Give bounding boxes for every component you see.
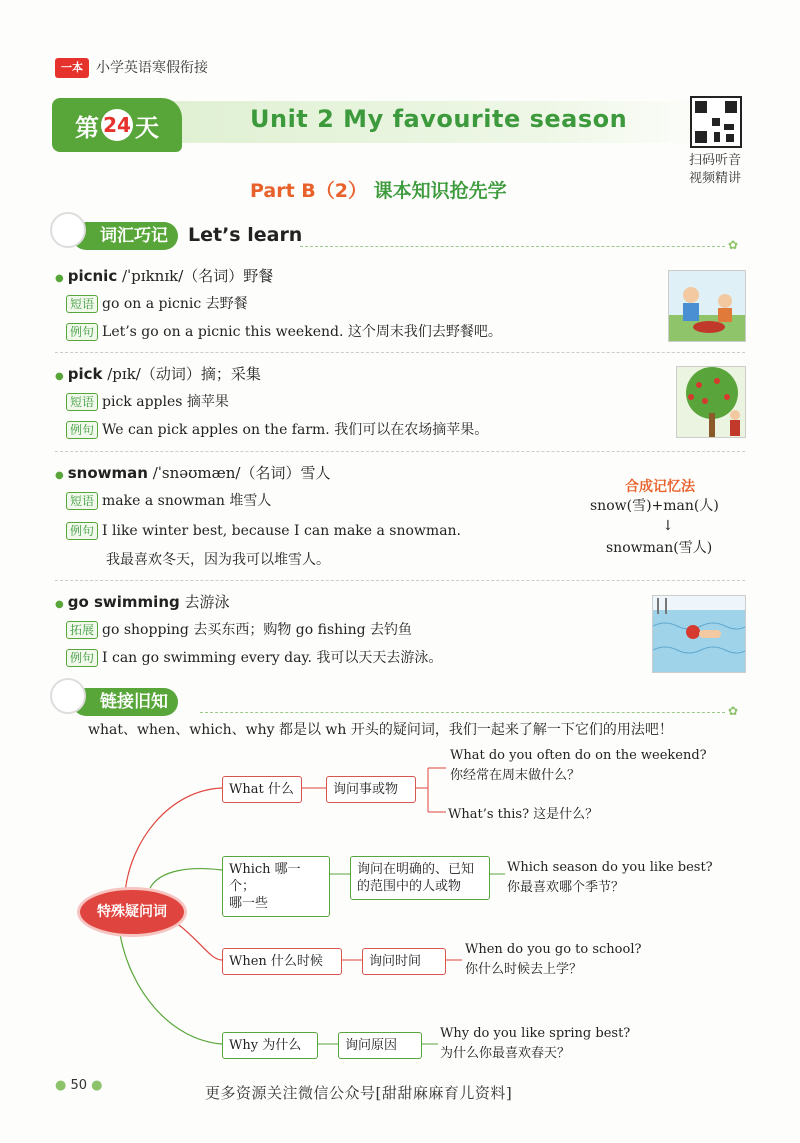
entry-pick-head: ● pick /pɪk/（动词）摘；采集 bbox=[55, 365, 261, 383]
part-title: Part B（2） 课本知识抢先学 bbox=[250, 180, 507, 202]
when-use-box: 询问时间 bbox=[362, 948, 446, 975]
entry-picnic-head: ● picnic /ˈpɪknɪk/（名词）野餐 bbox=[55, 267, 274, 285]
flower-icon: ✿ bbox=[728, 238, 739, 252]
what-example-2: What’s this? 这是什么？ bbox=[448, 807, 599, 822]
brand-badge: 一本 bbox=[55, 58, 89, 78]
entry-picnic-example: 例句 Let’s go on a picnic this weekend. 这个周末我们去野餐吧。 bbox=[66, 322, 502, 342]
what-box: What 什么 bbox=[222, 776, 302, 803]
unit-title: Unit 2 My favourite season bbox=[250, 105, 628, 133]
day-prefix: 第 bbox=[75, 113, 99, 142]
entry-snowman-head: ● snowman /ˈsnəʊmæn/（名词）雪人 bbox=[55, 464, 331, 482]
which-example: Which season do you like best? 你最喜欢哪个季节？ bbox=[507, 860, 713, 895]
when-box: When 什么时候 bbox=[222, 948, 342, 975]
entry-snowman-example: 例句 I like winter best, because I can make a snowman. bbox=[66, 521, 461, 541]
entry-snowman-phrase: 短语 make a snowman 堆雪人 bbox=[66, 491, 271, 511]
entry-swimming-example: 例句 I can go swimming every day. 我可以天天去游泳。 bbox=[66, 648, 442, 668]
link-section-tag: 链接旧知 bbox=[72, 688, 178, 716]
entry-swimming-extend: 拓展 go shopping 去买东西；购物 go fishing 去钓鱼 bbox=[66, 620, 412, 640]
memory-result: snowman(雪人) bbox=[606, 540, 713, 556]
day-number: 24 bbox=[101, 109, 133, 141]
series-title: 小学英语寒假衔接 bbox=[96, 60, 208, 76]
arrow-down-icon: ↓ bbox=[662, 518, 674, 534]
memory-formula: snow(雪)+man(人) bbox=[590, 498, 719, 514]
mindmap-center: 特殊疑问词 bbox=[80, 890, 184, 934]
memory-method-title: 合成记忆法 bbox=[625, 479, 695, 495]
entry-pick-example: 例句 We can pick apples on the farm. 我们可以在农场摘苹果。 bbox=[66, 420, 488, 440]
entry-pick-phrase: 短语 pick apples 摘苹果 bbox=[66, 392, 229, 412]
when-example: When do you go to school? 你什么时候去上学？ bbox=[465, 942, 642, 977]
vocab-subtitle: Let’s learn bbox=[188, 224, 303, 246]
which-use-box: 询问在明确的、已知 的范围中的人或物 bbox=[350, 856, 490, 900]
link-intro: what、when、which、why 都是以 wh 开头的疑问词，我们一起来了解一下它们的用法吧！ bbox=[88, 722, 673, 738]
vocab-section-tag: 词汇巧记 bbox=[72, 222, 178, 250]
flower-icon: ✿ bbox=[728, 704, 739, 718]
why-box: Why 为什么 bbox=[222, 1032, 318, 1059]
day-suffix: 天 bbox=[135, 113, 159, 142]
entry-snowman-example-cn: 我最喜欢冬天，因为我可以堆雪人。 bbox=[106, 552, 330, 568]
entry-picnic-phrase: 短语 go on a picnic 去野餐 bbox=[66, 294, 248, 314]
qr-caption: 扫码听音 视频精讲 bbox=[688, 153, 741, 186]
what-use-box: 询问事或物 bbox=[326, 776, 416, 803]
why-example: Why do you like spring best? 为什么你最喜欢春天？ bbox=[440, 1026, 631, 1061]
entry-swimming-head: ● go swimming 去游泳 bbox=[55, 593, 230, 611]
which-box: Which 哪一个； 哪一些 bbox=[222, 856, 330, 917]
footer-note: 更多资源关注微信公众号[甜甜麻麻育儿资料] bbox=[205, 1084, 513, 1102]
page-number: ● 50 ● bbox=[55, 1078, 103, 1093]
why-use-box: 询问原因 bbox=[338, 1032, 422, 1059]
what-example-1: What do you often do on the weekend? 你经常在周末做什么？ bbox=[450, 748, 707, 783]
